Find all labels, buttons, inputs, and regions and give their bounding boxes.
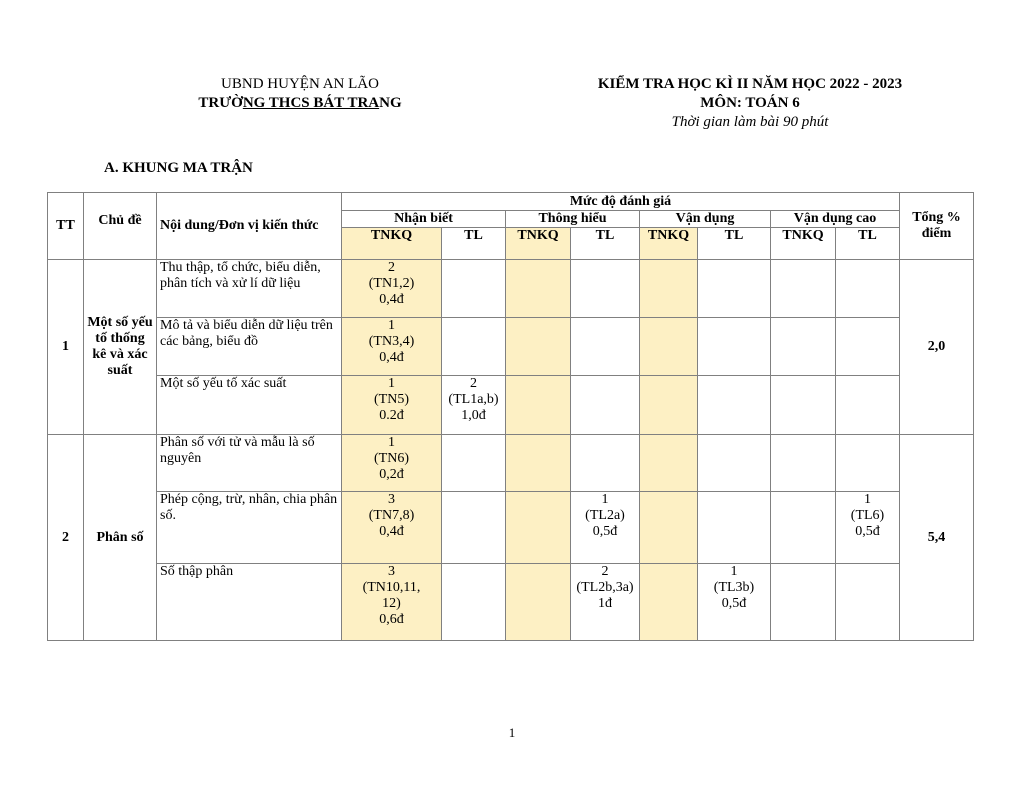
cell-vd-tl	[698, 376, 771, 435]
cell-th-tl	[571, 435, 640, 492]
header-tl: TL	[698, 228, 771, 260]
cell-th-tnkq	[506, 318, 571, 376]
cell-th-tl: 2 (TL2b,3a) 1đ	[571, 564, 640, 641]
header-tl: TL	[442, 228, 506, 260]
cell-vdc-tnkq	[771, 260, 836, 318]
table-row	[48, 318, 974, 376]
header-row-1	[48, 193, 974, 211]
topic-name: Phân số	[84, 435, 157, 641]
cell-vd-tl: 1 (TL3b) 0,5đ	[698, 564, 771, 641]
row-number: 2	[48, 435, 84, 641]
cell-th-tnkq	[506, 492, 571, 564]
table-row	[48, 564, 974, 641]
table-row	[48, 376, 974, 435]
cell-nb-tnkq: 1 (TN5) 0.2đ	[342, 376, 442, 435]
cell-th-tl	[571, 318, 640, 376]
cell-vd-tnkq	[640, 260, 698, 318]
row-number: 1	[48, 260, 84, 435]
cell-vdc-tl: 1 (TL6) 0,5đ	[836, 492, 900, 564]
header-total: Tổng % điểm	[900, 193, 974, 260]
district-name: UBND HUYỆN AN LÃO	[221, 76, 379, 92]
header-left	[160, 75, 440, 113]
subject: MÔN: TOÁN 6	[700, 95, 800, 111]
cell-nb-tl	[442, 260, 506, 318]
cell-vdc-tl	[836, 318, 900, 376]
cell-nb-tl: 2 (TL1a,b) 1,0đ	[442, 376, 506, 435]
cell-vd-tnkq	[640, 435, 698, 492]
assessment-matrix-table	[47, 192, 974, 641]
topic-name: Một số yếu tố thống kê và xác suất	[84, 260, 157, 435]
cell-nb-tl	[442, 318, 506, 376]
cell-th-tl	[571, 376, 640, 435]
cell-vd-tl	[698, 318, 771, 376]
table-row	[48, 492, 974, 564]
school-name: TRƯỜNG THCS BÁT TRANG	[198, 95, 402, 111]
cell-th-tnkq	[506, 376, 571, 435]
cell-vdc-tl	[836, 376, 900, 435]
content-unit: Phân số với tử và mẫu là số nguyên	[157, 435, 342, 492]
section-title: A. KHUNG MA TRẬN	[104, 160, 253, 176]
cell-vd-tnkq	[640, 564, 698, 641]
header-tnkq: TNKQ	[506, 228, 571, 260]
content-unit: Mô tả và biểu diễn dữ liệu trên các bảng, biểu đồ	[157, 318, 342, 376]
header-topic: Chủ đề	[84, 193, 157, 260]
cell-th-tl	[571, 260, 640, 318]
header-content: Nội dung/Đơn vị kiến thức	[157, 193, 342, 260]
header-tnkq: TNKQ	[342, 228, 442, 260]
cell-nb-tnkq: 3 (TN10,11, 12) 0,6đ	[342, 564, 442, 641]
exam-title: KIỂM TRA HỌC KÌ II NĂM HỌC 2022 - 2023	[597, 76, 903, 92]
cell-vd-tl	[698, 492, 771, 564]
duration: Thời gian làm bài 90 phút	[671, 114, 829, 130]
cell-nb-tl	[442, 564, 506, 641]
cell-vd-tnkq	[640, 492, 698, 564]
content-unit: Phép cộng, trừ, nhân, chia phân số.	[157, 492, 342, 564]
cell-th-tnkq	[506, 564, 571, 641]
header-tnkq: TNKQ	[771, 228, 836, 260]
cell-vd-tnkq	[640, 376, 698, 435]
cell-vdc-tnkq	[771, 318, 836, 376]
cell-nb-tnkq: 1 (TN6) 0,2đ	[342, 435, 442, 492]
cell-th-tnkq	[506, 260, 571, 318]
cell-nb-tnkq: 3 (TN7,8) 0,4đ	[342, 492, 442, 564]
total-score: 5,4	[900, 435, 974, 641]
cell-vdc-tl	[836, 564, 900, 641]
header-level-vd: Vận dụng	[640, 211, 771, 228]
cell-vdc-tnkq	[771, 564, 836, 641]
header-level-nb: Nhận biết	[342, 211, 506, 228]
table-row	[48, 435, 974, 492]
cell-nb-tnkq: 1 (TN3,4) 0,4đ	[342, 318, 442, 376]
cell-vd-tl	[698, 260, 771, 318]
header-tt: TT	[48, 193, 84, 260]
cell-nb-tl	[442, 435, 506, 492]
total-score: 2,0	[900, 260, 974, 435]
cell-vd-tl	[698, 435, 771, 492]
table-row	[48, 260, 974, 318]
content-unit: Thu thập, tổ chức, biểu diễn, phân tích và xử lí dữ liệu	[157, 260, 342, 318]
header-level: Mức độ đánh giá	[342, 193, 900, 211]
cell-vdc-tnkq	[771, 376, 836, 435]
cell-vdc-tl	[836, 260, 900, 318]
header-right	[560, 75, 940, 132]
header-level-th: Thông hiểu	[506, 211, 640, 228]
cell-vdc-tl	[836, 435, 900, 492]
header-tl: TL	[836, 228, 900, 260]
cell-vdc-tnkq	[771, 435, 836, 492]
cell-nb-tnkq: 2 (TN1,2) 0,4đ	[342, 260, 442, 318]
header-tl: TL	[571, 228, 640, 260]
cell-th-tl: 1 (TL2a) 0,5đ	[571, 492, 640, 564]
page-number: 1	[508, 725, 516, 740]
cell-vdc-tnkq	[771, 492, 836, 564]
content-unit: Một số yếu tố xác suất	[157, 376, 342, 435]
cell-vd-tnkq	[640, 318, 698, 376]
cell-th-tnkq	[506, 435, 571, 492]
cell-nb-tl	[442, 492, 506, 564]
header-tnkq: TNKQ	[640, 228, 698, 260]
content-unit: Số thập phân	[157, 564, 342, 641]
header-level-vdc: Vận dụng cao	[771, 211, 900, 228]
